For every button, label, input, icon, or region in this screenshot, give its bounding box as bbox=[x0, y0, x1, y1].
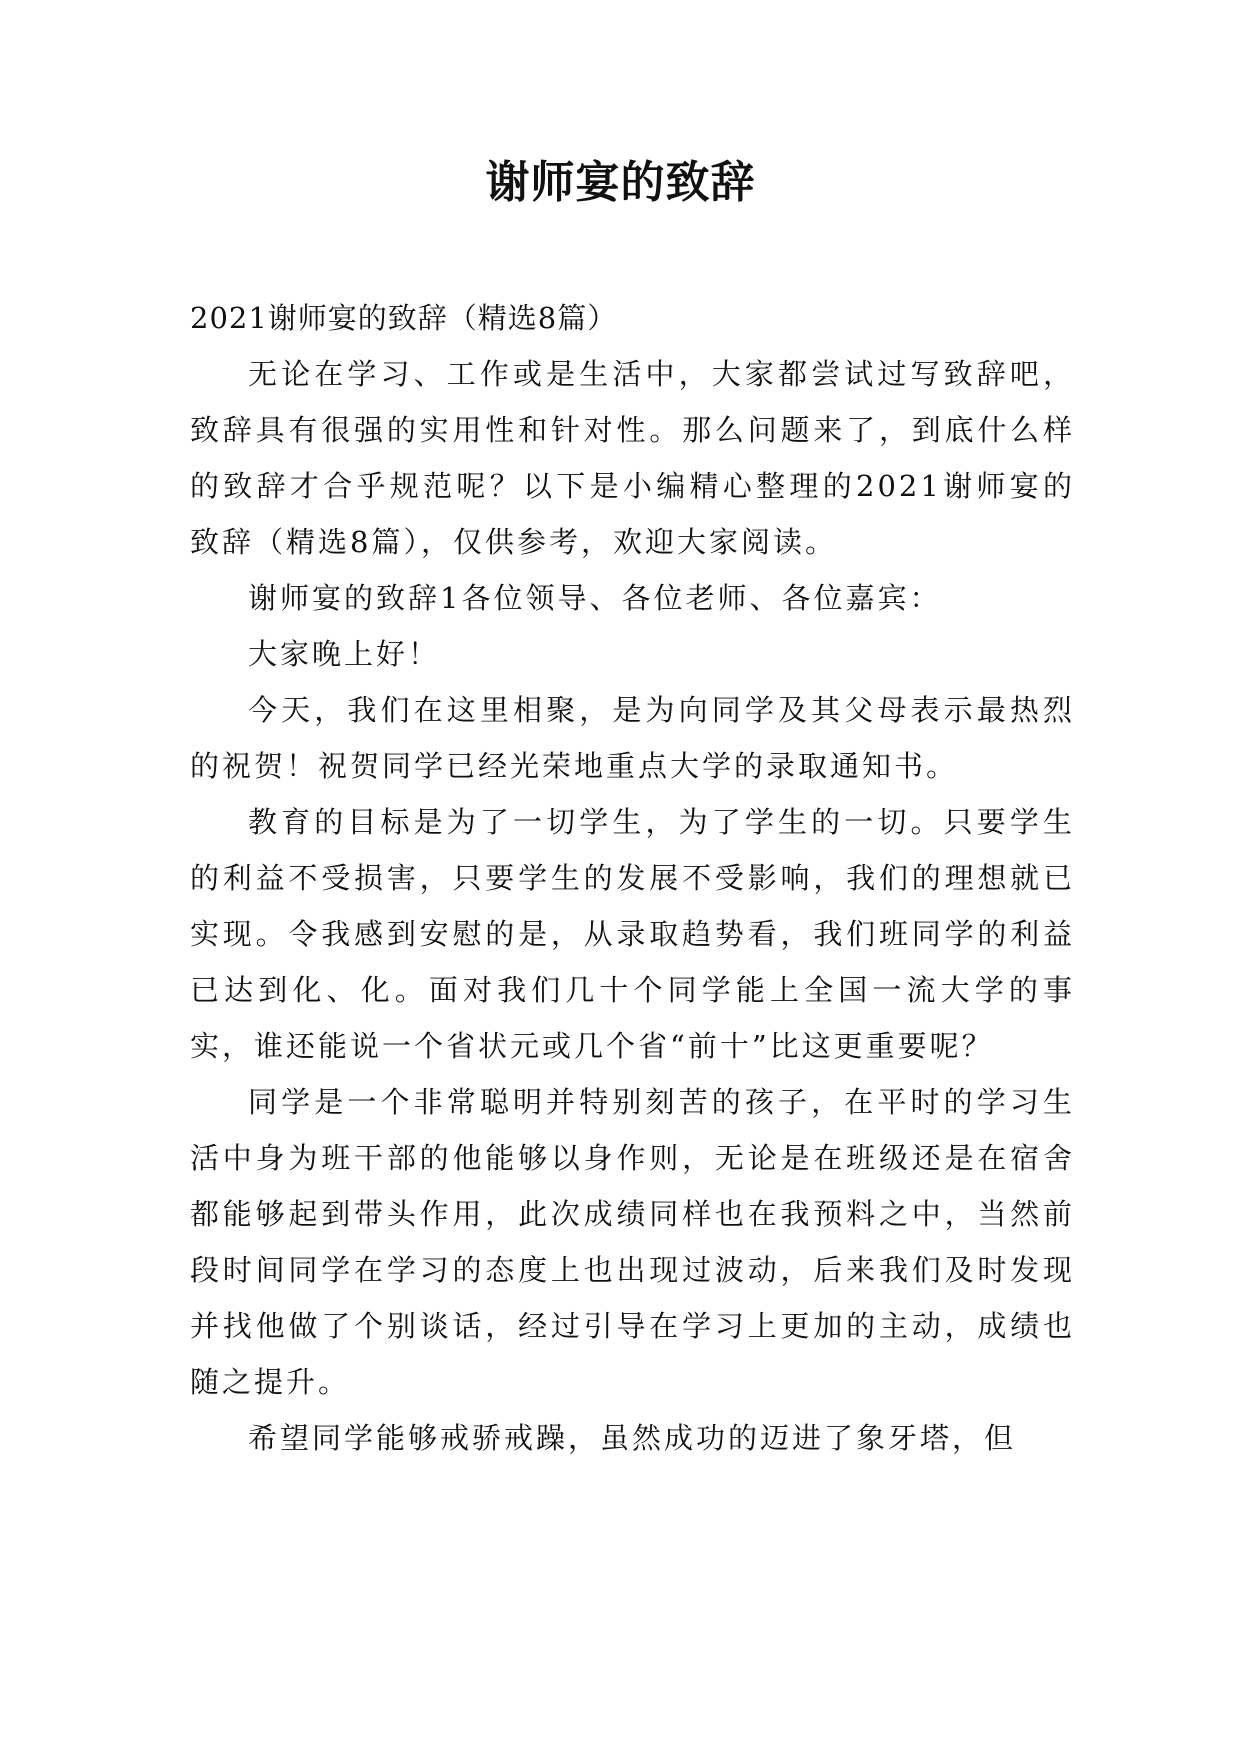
paragraph-salutation: 谢师宴的致辞1各位领导、各位老师、各位嘉宾： bbox=[248, 581, 942, 615]
paragraph-greeting: 大家晚上好！ bbox=[248, 637, 441, 671]
paragraph-education-goal: 教育的目标是为了一切学生，为了学生的一切。只要学生的利益不受损害，只要学生的发展不受影响，我们的理想就已实现。令我感到安慰的是，从录取趋势看，我们班同学的利益已达到化、化。面对我们几十个同学能上全国一流大学的事实，谁还能说一个省状元或几个省“前十”比这更重要呢？ bbox=[190, 805, 1075, 1063]
paragraph-student-praise: 同学是一个非常聪明并特别刻苦的孩子，在平时的学习生活中身为班干部的他能够以身作则，无论是在班级还是在宿舍都能够起到带头作用，此次成绩同样也在我预料之中，当然前段时间同学在学习的态度上也出现过波动，后来我们及时发现并找他做了个别谈话，经过引导在学习上更加的主动，成绩也随之提升。 bbox=[190, 1085, 1075, 1399]
document-body bbox=[190, 290, 1075, 1466]
document-subtitle: 2021谢师宴的致辞（精选8篇） bbox=[190, 301, 618, 335]
paragraph-congratulation: 今天，我们在这里相聚，是为向同学及其父母表示最热烈的祝贺！祝贺同学已经光荣地重点大学的录取通知书。 bbox=[190, 693, 1075, 783]
paragraph-intro: 无论在学习、工作或是生活中，大家都尝试过写致辞吧，致辞具有很强的实用性和针对性。那么问题来了，到底什么样的致辞才合乎规范呢？以下是小编精心整理的2021谢师宴的致辞（精选8篇），仅供参考，欢迎大家阅读。 bbox=[190, 357, 1075, 559]
document-title: 谢师宴的致辞 bbox=[485, 157, 756, 208]
paragraph-hope: 希望同学能够戒骄戒躁，虽然成功的迈进了象牙塔，但 bbox=[248, 1421, 1017, 1455]
